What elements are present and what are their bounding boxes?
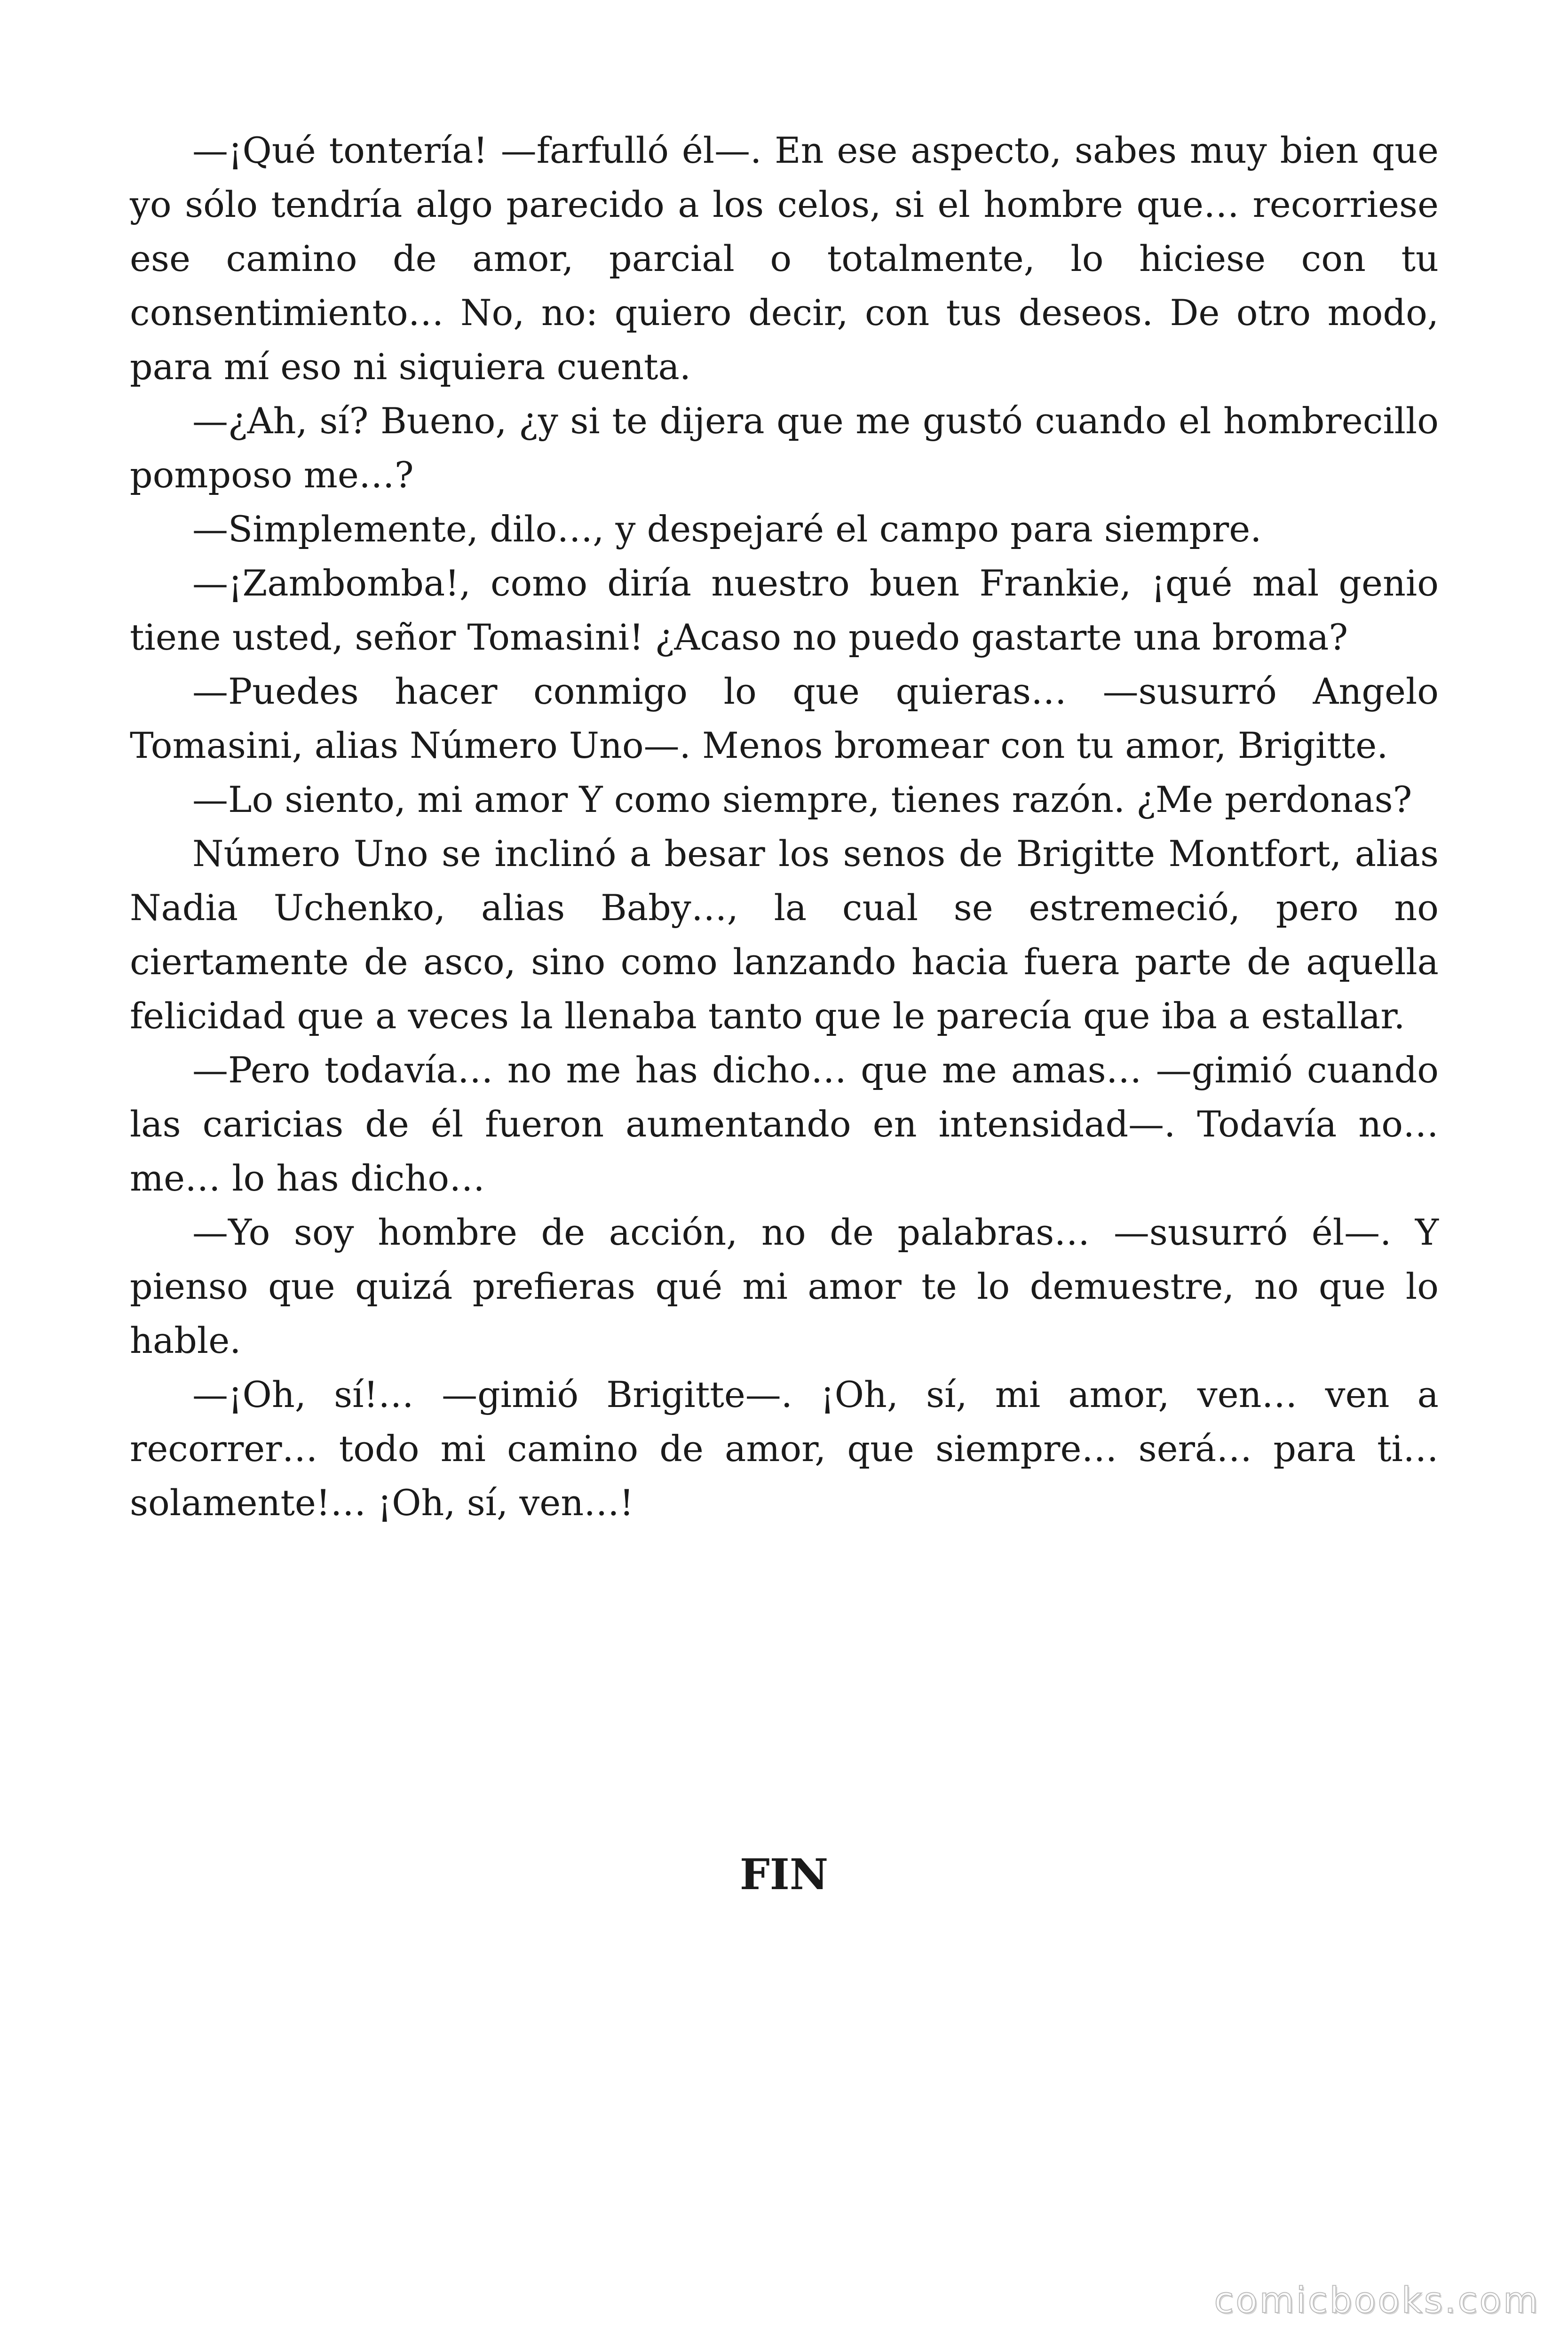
paragraph: —Lo siento, mi amor Y como siempre, tienes razón. ¿Me perdonas? xyxy=(192,779,1412,820)
watermark-text: comicbooks.com xyxy=(1214,2279,1540,2321)
body-text xyxy=(130,123,1439,1530)
paragraph: —Yo soy hombre de acción, no de palabras… —susurró él—. Y pienso que quizá prefieras qué mi amor te lo demuestre, no que lo hable. xyxy=(130,1211,1439,1361)
paragraph: —Simplemente, dilo…, y despejaré el campo para siempre. xyxy=(192,508,1262,550)
end-title: FIN xyxy=(739,1850,829,1899)
paragraph: —Pero todavía… no me has dicho… que me amas… —gimió cuando las caricias de él fueron aumentando en intensidad—. Todavía no… me… lo has dicho… xyxy=(130,1049,1439,1199)
paragraph: —¡Oh, sí!… —gimió Brigitte—. ¡Oh, sí, mi amor, ven… ven a recorrer… todo mi camino de amor, que siempre… será… para ti… solamente!… ¡Oh, sí, ven…! xyxy=(130,1374,1439,1524)
paragraph: —¡Zambomba!, como diría nuestro buen Frankie, ¡qué mal genio tiene usted, señor Tomasini! ¿Acaso no puedo gastarte una broma? xyxy=(130,562,1439,658)
paragraph: Número Uno se inclinó a besar los senos de Brigitte Montfort, alias Nadia Uchenko, alias Baby…, la cual se estremeció, pero no ciertamente de asco, sino como lanzando hacia fuera parte de aquella felicidad que a veces la llenaba tanto que le parecía que iba a estallar. xyxy=(130,833,1439,1037)
paragraph: —¿Ah, sí? Bueno, ¿y si te dijera que me gustó cuando el hombrecillo pomposo me…? xyxy=(130,400,1439,496)
paragraph: —Puedes hacer conmigo lo que quieras… —susurró Angelo Tomasini, alias Número Uno—. Menos bromear con tu amor, Brigitte. xyxy=(130,670,1439,766)
paragraph: —¡Qué tontería! —farfulló él—. En ese aspecto, sabes muy bien que yo sólo tendría algo parecido a los celos, si el hombre que… recorriese ese camino de amor, parcial o totalmente, lo hiciese con tu consentimiento… No, no: quiero decir, con tus deseos. De otro modo, para mí eso ni siquiera cuenta. xyxy=(130,129,1439,388)
